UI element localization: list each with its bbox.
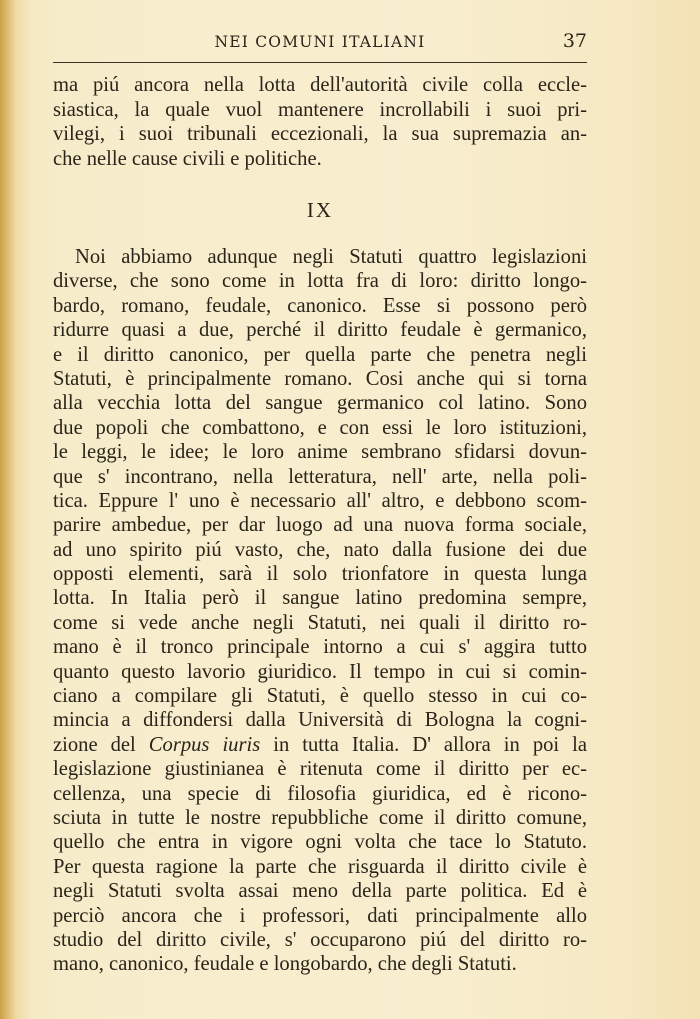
- italic-title: Corpus iuris: [148, 733, 261, 756]
- text-line: parire ambedue, per dar luogo ad una nuova forma sociale,: [53, 514, 587, 537]
- text-line: mano, canonico, feudale e longobardo, che degli Statuti.: [53, 953, 517, 976]
- section-heading: IX: [306, 198, 334, 222]
- page-number: 37: [562, 30, 587, 52]
- text-line: mano è il tronco principale intorno a cui s' aggira tutto: [53, 636, 587, 659]
- text-segment: in tutta Italia. D' allora in poi la: [260, 733, 588, 756]
- text-line: cellenza, una specie di filosofia giuridica, ed è ricono-: [53, 782, 587, 805]
- text-line: negli Statuti svolta assai meno della parte politica. Ed è: [53, 880, 587, 903]
- text-line: Noi abbiamo adunque negli Statuti quattro legislazioni: [75, 246, 587, 268]
- text-line: lotta. In Italia però il sangue latino predomina sempre,: [53, 587, 587, 610]
- text-line: Per questa ragione la parte che risguarda il diritto civile è: [53, 855, 587, 878]
- text-line: come si vede anche negli Statuti, nei quali il diritto ro-: [53, 611, 587, 634]
- text-line-corpus-iuris: [53, 733, 587, 757]
- text-line: che nelle cause civili e politiche.: [53, 147, 322, 170]
- text-line: studio del diritto civile, s' occuparono piú del diritto ro-: [53, 928, 587, 951]
- text-line: diverse, che sono come in lotta fra di loro: diritto longo-: [53, 270, 587, 293]
- text-line: alla vecchia lotta del sangue germanico col latino. Sono: [53, 392, 587, 415]
- text-line: siastica, la quale vuol mantenere incrollabili i suoi pri-: [53, 98, 587, 121]
- text-line: perciò ancora che i professori, dati principalmente allo: [53, 904, 587, 927]
- header-rule: [53, 62, 587, 63]
- text-line: quanto questo lavorio giuridico. Il tempo in cui si comin-: [53, 660, 587, 683]
- text-line: quello che entra in vigore ogni volta che tace lo Statuto.: [53, 831, 587, 854]
- text-line: le leggi, le idee; le loro anime sembrano sfidarsi dovun-: [53, 441, 587, 464]
- page-header: [53, 30, 587, 56]
- text-line: tica. Eppure l' uno è necessario all' altro, e debbono scom-: [53, 489, 587, 512]
- text-line: ridurre quasi a due, perché il diritto feudale è germanico,: [53, 319, 587, 342]
- text-line: mincia a diffondersi dalla Università di Bologna la cogni-: [53, 709, 587, 732]
- text-line: ciano a compilare gli Statuti, è quello stesso in cui co-: [53, 685, 587, 708]
- text-line: legislazione giustinianea è ritenuta come il diritto per ec-: [53, 758, 587, 781]
- text-segment: zione del: [53, 733, 149, 756]
- text-line: Statuti, è principalmente romano. Cosi anche qui si torna: [53, 367, 587, 390]
- paragraph-main: [53, 245, 587, 977]
- text-line: sciuta in tutte le nostre repubbliche come il diritto comune,: [53, 806, 587, 829]
- text-line: e il diritto canonico, per quella parte che penetra negli: [53, 343, 587, 366]
- paragraph-continuation: [53, 73, 587, 171]
- text-line: vilegi, i suoi tribunali eccezionali, la sua supremazia an-: [53, 123, 587, 145]
- text-line: ma piú ancora nella lotta dell'autorità civile colla eccle-: [53, 74, 587, 96]
- text-line: opposti elementi, sarà il solo trionfatore in questa lunga: [53, 563, 587, 586]
- text-line: que s' incontrano, nella letteratura, nell' arte, nella poli-: [53, 465, 587, 488]
- text-line: due popoli che combattono, e con essi le loro istituzioni,: [53, 416, 587, 439]
- text-line: bardo, romano, feudale, canonico. Esse si possono però: [53, 294, 587, 317]
- text-line: ad uno spirito piú vasto, che, nato dalla fusione dei due: [53, 538, 587, 561]
- running-title: NEI COMUNI ITALIANI: [214, 33, 426, 51]
